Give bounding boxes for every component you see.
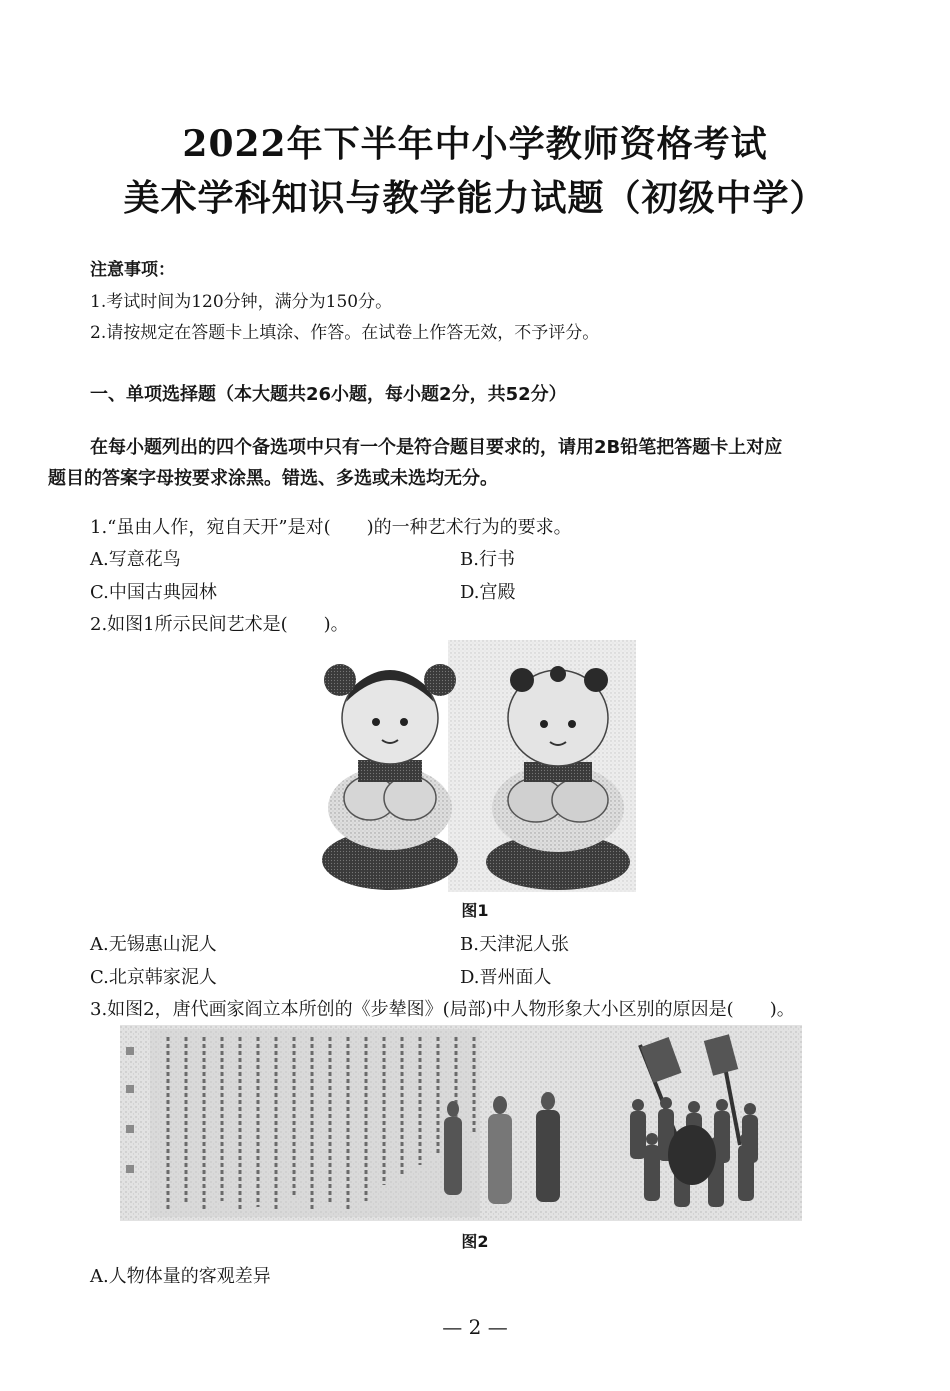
question-3-stem: 3.如图2，唐代画家阎立本所创的《步辇图》(局部)中人物形象大小区别的原因是( )。 <box>90 999 795 1020</box>
question-1-stem: 1.“虽由人作，宛自天开”是对( )的一种艺术行为的要求。 <box>90 517 572 538</box>
question-1-option-d: D.宫殿 <box>460 582 516 603</box>
figure-2-bunian-tu-image <box>120 1025 802 1221</box>
exam-title-line2: 美术学科知识与教学能力试题（初级中学） <box>123 177 827 219</box>
question-1-option-a: A.写意花鸟 <box>90 549 181 570</box>
section-instruction-line2: 题目的答案字母按要求涂黑。错选、多选或未选均无分。 <box>48 468 498 489</box>
page-number: — 2 — <box>442 1315 508 1339</box>
question-2-option-d: D.晋州面人 <box>460 967 552 988</box>
question-1-option-b: B.行书 <box>460 549 515 570</box>
section-instruction-line1: 在每小题列出的四个备选项中只有一个是符合题目要求的，请用2B铅笔把答题卡上对应 <box>90 437 783 458</box>
figure-1-clay-dolls-image <box>318 640 636 892</box>
exam-title-line1: 2022年下半年中小学教师资格考试 <box>182 123 768 165</box>
question-2-option-b: B.天津泥人张 <box>460 934 569 955</box>
section-heading: 一、单项选择题（本大题共26小题，每小题2分，共52分） <box>90 384 567 405</box>
question-1-option-c: C.中国古典园林 <box>90 582 217 603</box>
question-3-option-a: A.人物体量的客观差异 <box>90 1266 271 1287</box>
notice-item-2: 2.请按规定在答题卡上填涂、作答。在试卷上作答无效，不予评分。 <box>90 323 600 343</box>
figure-1-caption: 图1 <box>461 901 489 920</box>
question-2-option-a: A.无锡惠山泥人 <box>90 934 217 955</box>
figure-2-caption: 图2 <box>461 1232 489 1251</box>
notice-item-1: 1.考试时间为120分钟，满分为150分。 <box>90 292 393 312</box>
notice-heading: 注意事项： <box>90 260 175 280</box>
question-2-option-c: C.北京韩家泥人 <box>90 967 217 988</box>
question-2-stem: 2.如图1所示民间艺术是( )。 <box>90 614 349 635</box>
